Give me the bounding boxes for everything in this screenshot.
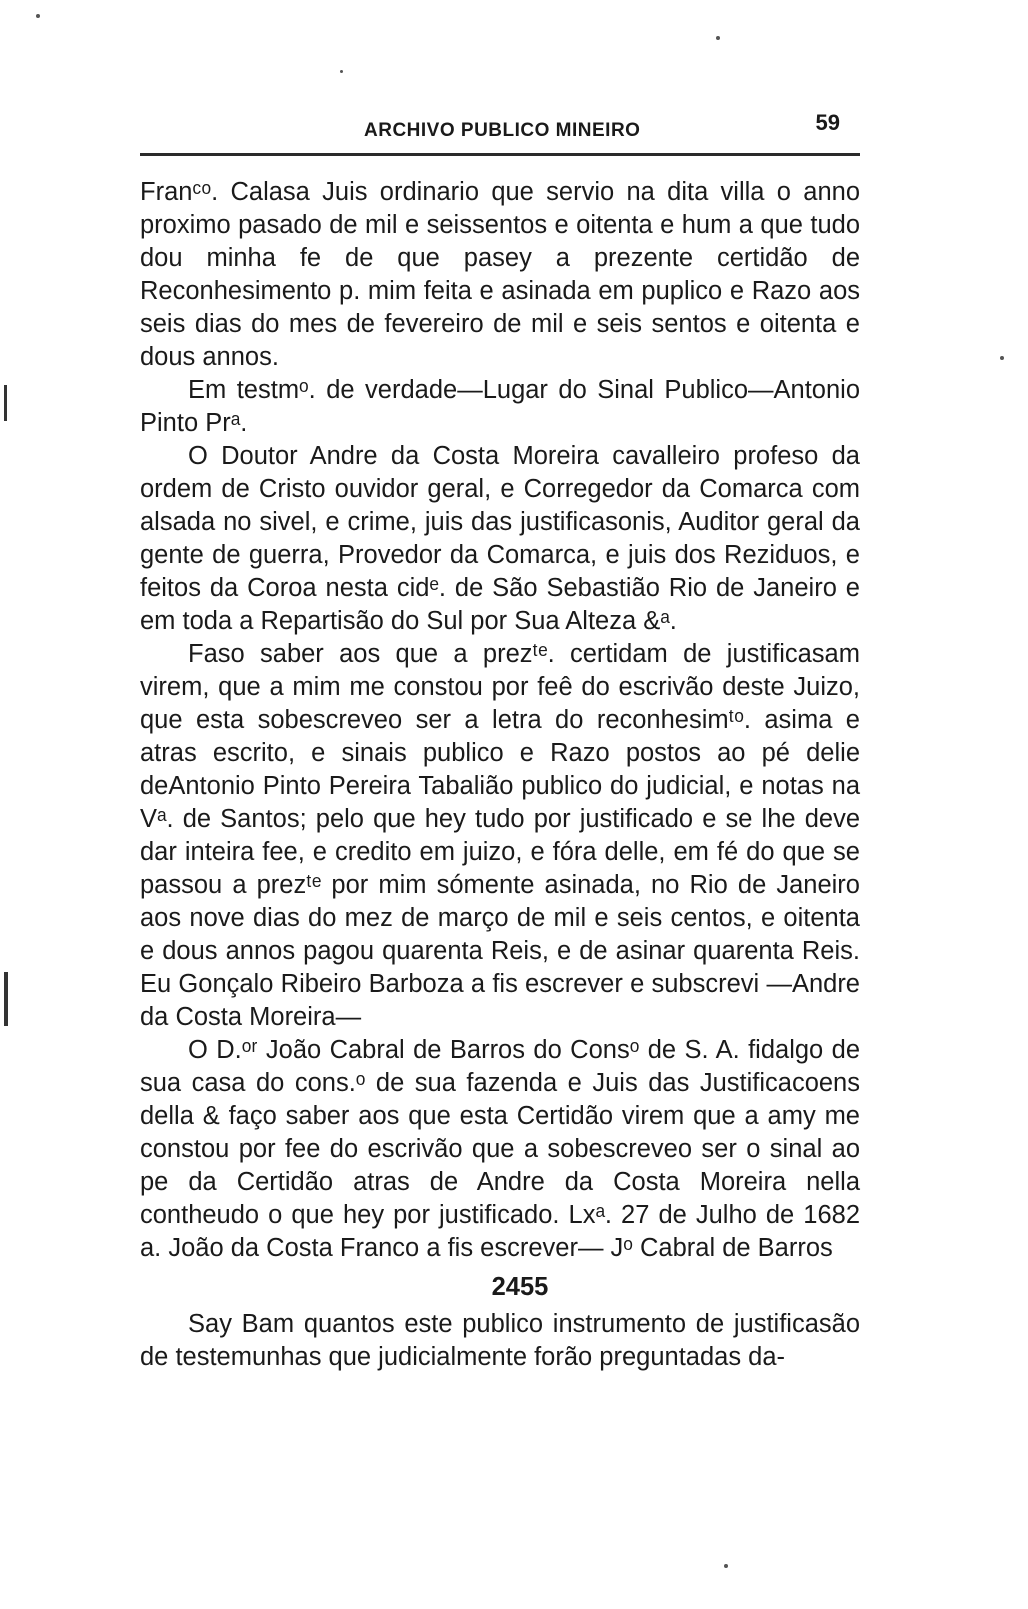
scan-speck bbox=[36, 14, 40, 18]
scan-speck bbox=[724, 1564, 728, 1568]
paragraph-testimony: Em testmᵒ. de verdade—Lugar do Sinal Publico—Antonio Pinto Prᵃ. bbox=[140, 376, 860, 437]
scan-speck bbox=[716, 36, 720, 40]
paragraph-joao-cabral: O D.ᵒʳ João Cabral de Barros do Consᵒ de S. A. fidalgo de sua casa do cons.ᵒ de sua fazenda e Juis das Justificacoens della & faço saber aos que esta Certidão virem que a amy me constou por fee do escrivão que a sobescreveo ser o sinal ao pe da Certidão atras de Andre da Costa Moreira nella contheudo o que hey por justificado. Lxᵃ. 27 de Julho de 1682 a. João da Costa Franco a fis escrever— Jᵒ Cabral de Barros bbox=[140, 1036, 860, 1262]
scan-edge-mark bbox=[4, 972, 8, 1026]
header-rule bbox=[140, 153, 860, 156]
paragraph-andre-moreira-title: O Doutor Andre da Costa Moreira cavalleiro profeso da ordem de Cristo ouvidor geral, e Corregedor da Comarca com alsada no sivel, e crime, juis das justificasonis, Auditor geral da gente de guerra, Provedor da Comarca, e juis dos Reziduos, e feitos da Coroa nesta cidᵉ. de São Sebastião Rio de Janeiro e em toda a Repartisão do Sul por Sua Alteza &ᵃ. bbox=[140, 442, 860, 635]
scan-speck bbox=[1000, 356, 1004, 360]
scan-speck bbox=[340, 70, 343, 73]
paragraph-certificate-ending: Franᶜᵒ. Calasa Juis ordinario que servio na dita villa o anno proximo pasado de mil e seissentos e oitenta e hum a que tudo dou minha fe de que pasey a prezente certidão de Reconhesimento p. mim feita e asinada em puplico e Razo aos seis dias do mes de fevereiro de mil e seis sentos e oitenta e dous annos. bbox=[140, 178, 860, 371]
running-head: ARCHIVO PUBLICO MINEIRO bbox=[364, 120, 641, 141]
page-number: 59 bbox=[815, 110, 840, 135]
scan-edge-mark bbox=[4, 385, 7, 421]
page-header bbox=[140, 110, 860, 146]
paragraph-new-instrument: Say Bam quantos este publico instrumento de justificasão de testemunhas que judicialmente forão preguntadas da- bbox=[140, 1310, 860, 1371]
paragraph-justification-notice: Faso saber aos que a prezᵗᵉ. certidam de justificasam virem, que a mim me constou por feê do escrivão deste Juizo, que esta sobescreveo ser a letra do reconhesimᵗᵒ. asima e atras escrito, e sinais publico e Razo postos ao pé delie deAntonio Pinto Pereira Tabalião publico do judicial, e notas na Vᵃ. de Santos; pelo que hey tudo por justificado e se lhe deve dar inteira fee, e credito em juizo, e fóra delle, em fé do que se passou a prezᵗᵉ por mim sómente asinada, no Rio de Janeiro aos nove dias do mez de março de mil e seis centos, e oitenta e dous annos pagou quarenta Reis, e de asinar quarenta Reis. Eu Gonçalo Ribeiro Barboza a fis escrever e subscrevi —Andre da Costa Moreira— bbox=[140, 640, 860, 1031]
document-number: 2455 bbox=[491, 1273, 549, 1301]
page-body bbox=[140, 176, 860, 1374]
